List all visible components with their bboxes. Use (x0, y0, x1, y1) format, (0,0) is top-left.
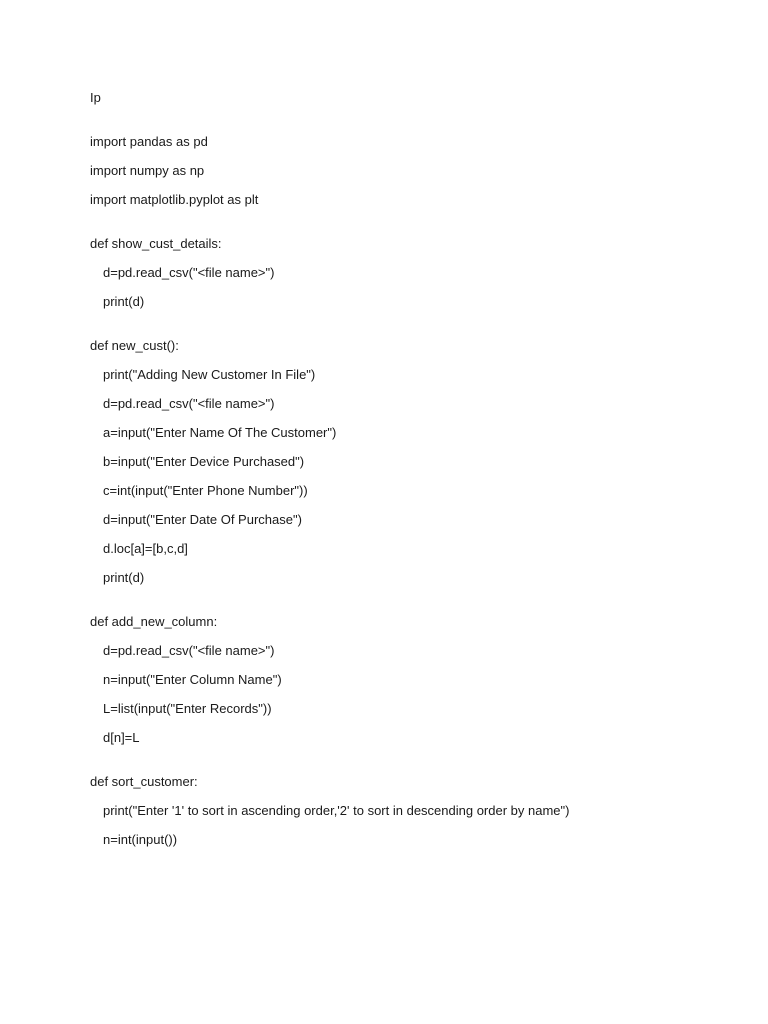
code-line: d=pd.read_csv("<file name>") (103, 396, 275, 411)
code-line: d=pd.read_csv("<file name>") (103, 265, 275, 280)
document-title: Ip (90, 90, 101, 105)
line-spacing (90, 353, 710, 367)
blank-line (90, 105, 710, 134)
blank-line (90, 207, 710, 236)
code-line: L=list(input("Enter Records")) (103, 701, 272, 716)
code-line: print(d) (103, 294, 145, 309)
function-signature: def new_cust(): (90, 338, 179, 353)
code-line: a=input("Enter Name Of The Customer") (103, 425, 337, 440)
import-line: import pandas as pd (90, 134, 208, 149)
blank-line (90, 745, 710, 774)
line-spacing (90, 658, 710, 672)
line-spacing (90, 382, 710, 396)
line-spacing (90, 527, 710, 541)
line-spacing (90, 149, 710, 163)
line-spacing (90, 789, 710, 803)
blank-line (90, 585, 710, 614)
code-line: d=input("Enter Date Of Purchase") (103, 512, 302, 527)
import-line: import matplotlib.pyplot as plt (90, 192, 259, 207)
line-spacing (90, 280, 710, 294)
line-spacing (90, 629, 710, 643)
line-spacing (90, 818, 710, 832)
code-line: b=input("Enter Device Purchased") (103, 454, 305, 469)
line-spacing (90, 687, 710, 701)
code-line: d=pd.read_csv("<file name>") (103, 643, 275, 658)
line-spacing (90, 469, 710, 483)
code-line: print("Enter '1' to sort in ascending order,'2' to sort in descending order by name") (103, 803, 570, 818)
code-line: print("Adding New Customer In File") (103, 367, 316, 382)
line-spacing (90, 440, 710, 454)
import-line: import numpy as np (90, 163, 205, 178)
code-line: d[n]=L (103, 730, 140, 745)
document-body (90, 90, 710, 847)
function-signature: def show_cust_details: (90, 236, 222, 251)
code-line: c=int(input("Enter Phone Number")) (103, 483, 308, 498)
function-signature: def sort_customer: (90, 774, 198, 789)
line-spacing (90, 556, 710, 570)
function-signature: def add_new_column: (90, 614, 218, 629)
line-spacing (90, 178, 710, 192)
code-line: d.loc[a]=[b,c,d] (103, 541, 188, 556)
code-line: n=input("Enter Column Name") (103, 672, 282, 687)
code-line: n=int(input()) (103, 832, 178, 847)
line-spacing (90, 251, 710, 265)
line-spacing (90, 411, 710, 425)
line-spacing (90, 716, 710, 730)
blank-line (90, 309, 710, 338)
code-line: print(d) (103, 570, 145, 585)
line-spacing (90, 498, 710, 512)
